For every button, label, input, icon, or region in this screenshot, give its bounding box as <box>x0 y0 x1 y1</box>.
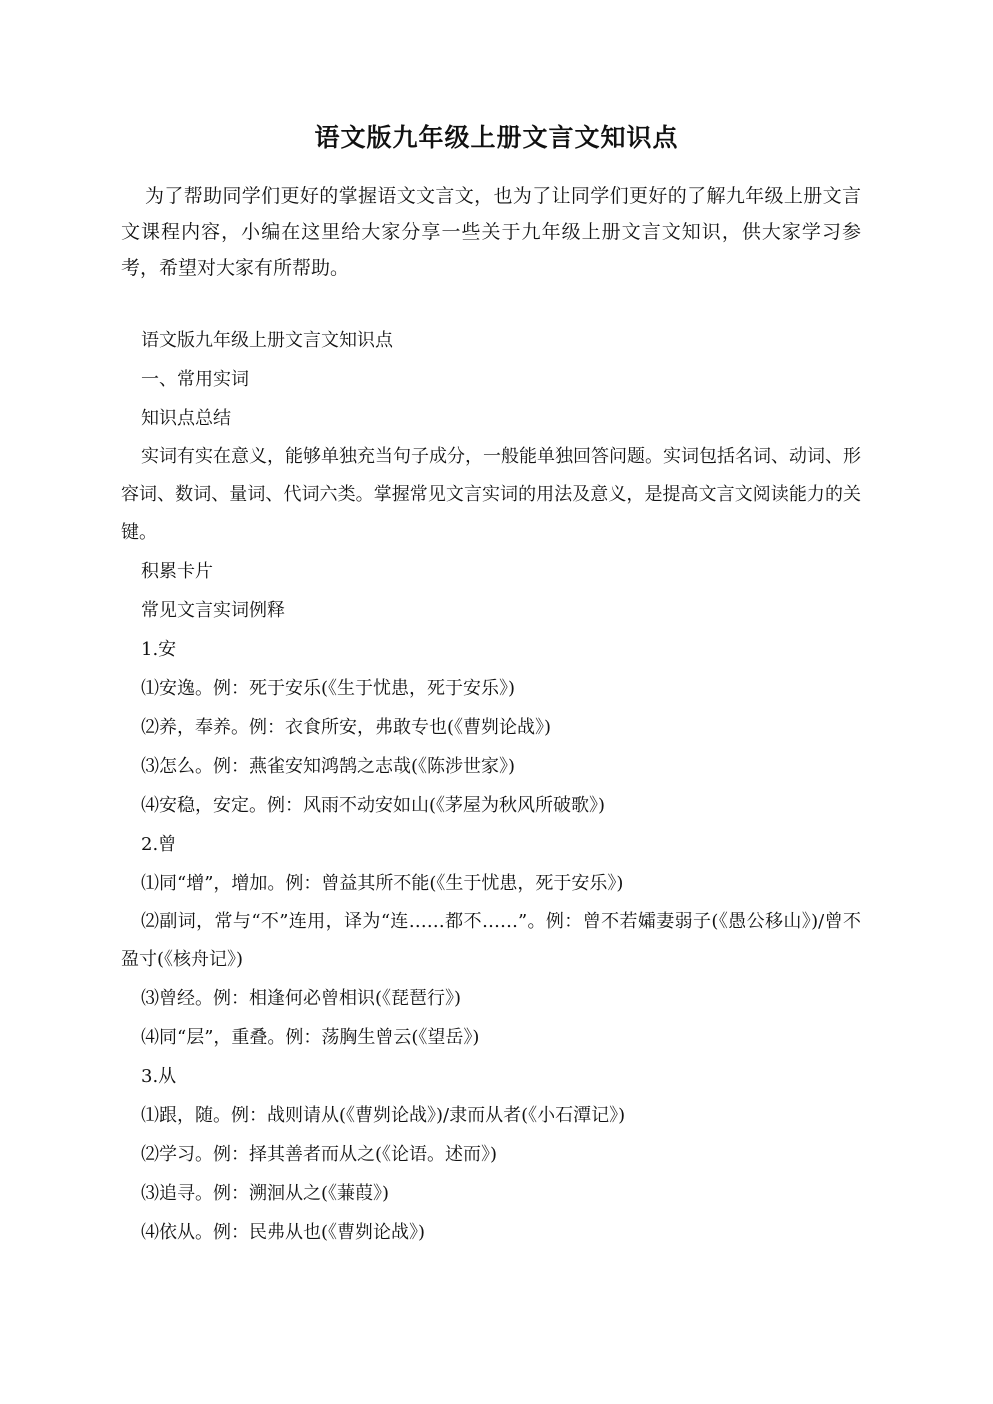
entry-item: ⑶曾经。例：相逢何必曾相识(《琵琶行》) <box>141 988 462 1009</box>
section-heading: 语文版九年级上册文言文知识点 <box>141 330 393 351</box>
subsection-heading: 常见文言实词例释 <box>141 600 285 621</box>
document-body <box>121 321 861 1252</box>
subsection-heading: 知识点总结 <box>141 408 231 429</box>
entry-item: ⑷依从。例：民弗从也(《曹刿论战》) <box>141 1222 426 1243</box>
intro-paragraph: 为了帮助同学们更好的掌握语文文言文，也为了让同学们更好的了解九年级上册文言文课程内容，小编在这里给大家分享一些关于九年级上册文言文知识，供大家学习参考，希望对大家有所帮助。 <box>121 185 861 279</box>
document-title: 语文版九年级上册文言文知识点 <box>314 123 679 152</box>
entry-item: ⑶追寻。例：溯洄从之(《蒹葭》) <box>141 1183 390 1204</box>
entry-heading: 2.曾 <box>141 834 177 855</box>
entry-item: ⑵学习。例：择其善者而从之(《论语。述而》) <box>141 1144 498 1165</box>
section-heading: 一、常用实词 <box>141 369 249 390</box>
entry-item: ⑵副词，常与“不”连用，译为“连……都不……”。例：曾不若孀妻弱子(《愚公移山》)/曾不盈寸(《核舟记》) <box>121 911 861 970</box>
entry-item: ⑷同“层”，重叠。例：荡胸生曾云(《望岳》) <box>141 1027 480 1048</box>
entry-item: ⑴同“增”，增加。例：曾益其所不能(《生于忧患，死于安乐》) <box>141 873 624 894</box>
entry-heading: 1.安 <box>141 639 177 660</box>
entry-item: ⑵养，奉养。例：衣食所安，弗敢专也(《曹刿论战》) <box>141 717 552 738</box>
entry-item: ⑷安稳，安定。例：风雨不动安如山(《茅屋为秋风所破歌》) <box>141 795 606 816</box>
subsection-heading: 积累卡片 <box>141 561 213 582</box>
entry-item: ⑶怎么。例：燕雀安知鸿鹄之志哉(《陈涉世家》) <box>141 756 516 777</box>
entry-item: ⑴安逸。例：死于安乐(《生于忧患，死于安乐》) <box>141 678 516 699</box>
body-paragraph: 实词有实在意义，能够单独充当句子成分，一般能单独回答问题。实词包括名词、动词、形容词、数词、量词、代词六类。掌握常见文言实词的用法及意义，是提高文言文阅读能力的关键。 <box>121 446 861 543</box>
entry-item: ⑴跟，随。例：战则请从(《曹刿论战》)/隶而从者(《小石潭记》) <box>141 1105 626 1126</box>
entry-heading: 3.从 <box>141 1066 177 1087</box>
